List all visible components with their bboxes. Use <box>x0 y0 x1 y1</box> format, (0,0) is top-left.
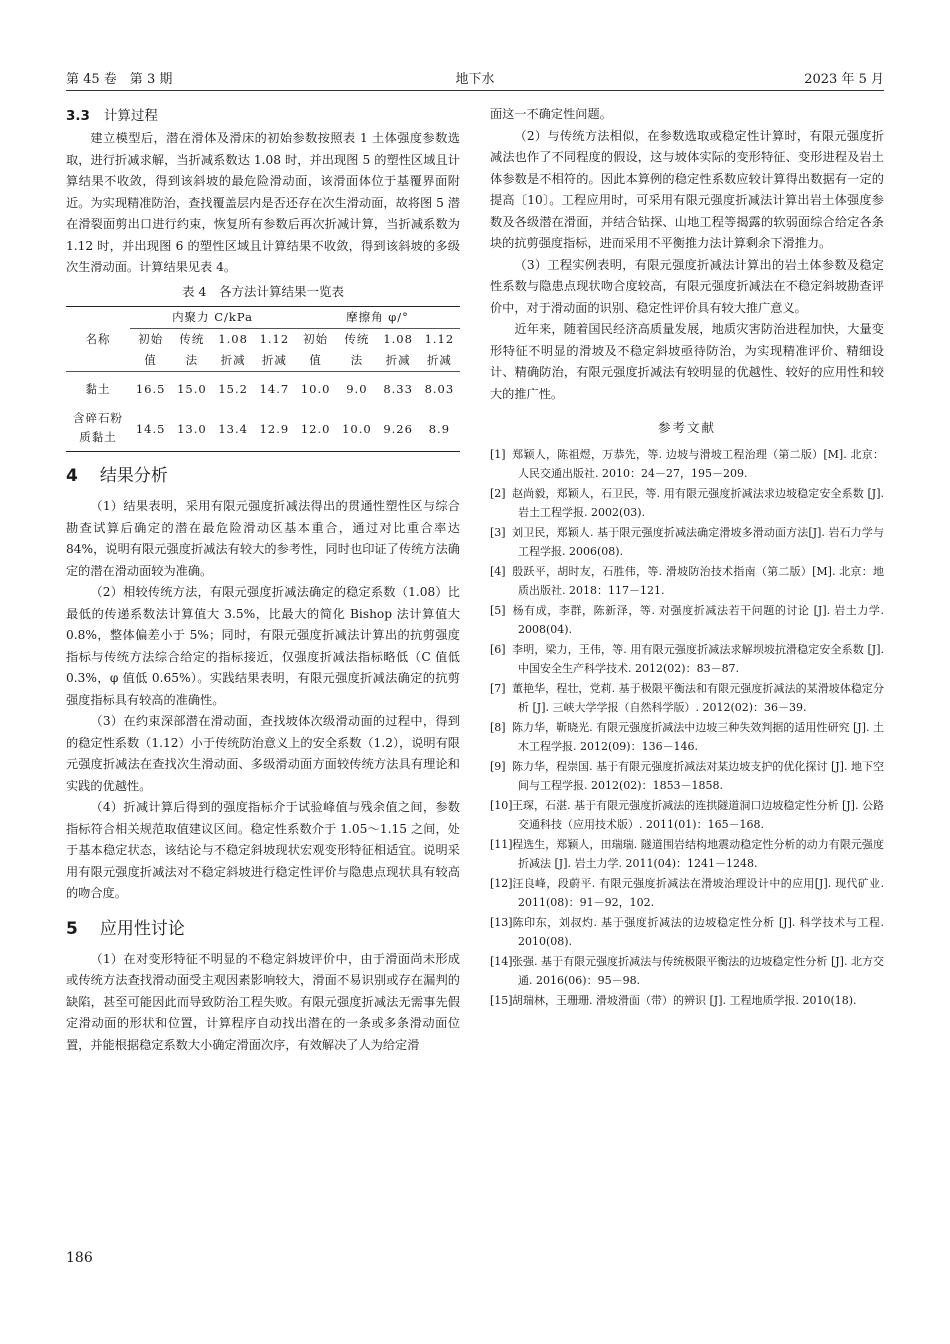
table-cell: 8.33 <box>378 372 419 408</box>
table-cell: 12.0 <box>295 407 336 452</box>
header-date: 2023 年 5 月 <box>804 72 884 87</box>
table-cell: 9.0 <box>336 372 377 408</box>
section-4-heading: 4 结果分析 <box>66 466 168 486</box>
page-number: 186 <box>66 1250 93 1266</box>
left-column <box>66 104 460 1056</box>
reference-item: [4] 殷跃平，胡时友，石胜伟，等. 滑坡防治技术指南（第二版）[M]. 北京：地质出版社. 2018：117－121. <box>490 564 884 597</box>
header-rule <box>66 90 884 91</box>
table-subheader: 折减 <box>261 353 287 367</box>
table-row-name: 含碎石粉 质黏土 <box>66 407 130 452</box>
header-volume: 第 45 卷 第 3 期 <box>66 72 173 87</box>
paragraph: （2）相较传统方法，有限元强度折减法确定的稳定系数（1.08）比最低的传递系数法计算值大 3.5%，比最大的简化 Bishop 法计算值大 0.8%，整体偏差小于 5%；同时，有限元强度折减法计算出的抗剪强度指标与传统方法综合给定的指标接近，仅强度折减法指标略低（C 值低 0.3%，φ 值低 0.65%）。实践结果表明，有限元强度折减法确定的抗剪强度指标具有较高的准确性。 <box>66 585 460 707</box>
table-cell: 9.26 <box>378 407 419 452</box>
reference-item: [8] 陈力华，靳晓光. 有限元强度折减法中边坡三种失效判据的适用性研究 [J]. 土木工程学报. 2012(09)：136－146. <box>490 720 884 753</box>
table-group-cohesion: 内聚力 C/kPa <box>130 307 295 329</box>
table-subheader: 折减 <box>220 353 246 367</box>
paragraph: （4）折减计算后得到的强度指标介于试验峰值与残余值之间，参数指标符合相关规范取值建议区间。稳定性系数介于 1.05～1.15 之间，处于基本稳定状态，该结论与不稳定斜坡现状宏观变形特征相适宜。说明采用有限元强度折减法对不稳定斜坡进行稳定性评价与隐患点现状具有较高的吻合度。 <box>66 800 460 900</box>
table-subheader: 1.08 <box>383 332 413 346</box>
table-cell: 15.2 <box>213 372 254 408</box>
paragraph: （3）在约束深部潜在滑动面，查找坡体次级滑动面的过程中，得到的稳定性系数（1.12）小于传统防治意义上的安全系数（1.2），说明有限元强度折减法在查找次生滑动面、多级滑动面方面较传统方法具有理论和实践的优越性。 <box>66 714 460 793</box>
table-caption: 表 4 各方法计算结果一览表 <box>182 283 344 299</box>
table-cell: 10.0 <box>295 372 336 408</box>
table-subheader: 初始 <box>138 332 164 346</box>
reference-item: [5] 杨有成，李群，陈新泽，等. 对强度折减法若干问题的讨论 [J]. 岩土力学. 2008(04). <box>490 603 884 636</box>
table-subheader: 值 <box>144 353 157 367</box>
reference-item: [10]王琛，石湛. 基于有限元强度折减法的连拱隧道洞口边坡稳定性分析 [J]. 公路交通科技（应用技术版）. 2011(01)：165－168. <box>490 798 884 831</box>
table-subheader: 传统 <box>179 332 205 346</box>
references-list <box>490 445 884 1010</box>
reference-item: [9] 陈力华，程崇国. 基于有限元强度折减法对某边坡支护的优化探讨 [J]. 地下空间与工程学报. 2012(02)：1853－1858. <box>490 759 884 792</box>
paragraph: 建立模型后，潜在滑体及滑床的初始参数按照表 1 土体强度参数选取，进行折减求解，当折减系数达 1.08 时，并出现图 5 的塑性区域且计算结果不收敛，得到该斜坡的最危险滑动面，该滑面体位于基覆界面附近。为实现精准防治，查找覆盖层内是否还存在次生滑动面，故将图 5 潜在滑裂面剪出口进行约束，恢复所有参数后再次折减计算，当折减系数为 1.12 时，并出现图 6 的塑性区域且计算结果不收敛，得到该斜坡的多级次生滑动面。计算结果见表 4。 <box>66 131 460 274</box>
table-row <box>66 372 460 408</box>
header-journal: 地下水 <box>455 72 495 87</box>
paragraph: 近年来，随着国民经济高质量发展，地质灾害防治进程加快，大量变形特征不明显的滑坡及不稳定斜坡亟待防治，为实现精准评价、精细设计、精确防治，有限元强度折减法有较明显的优越性、较好的应用性和较大的推广性。 <box>490 322 884 401</box>
table-subheader: 传统 <box>344 332 370 346</box>
reference-item: [15]胡瑞林，王珊珊. 滑坡滑面（带）的辨识 [J]. 工程地质学报. 2010(18). <box>490 993 857 1007</box>
paragraph: （2）与传统方法相似，在参数选取或稳定性计算时，有限元强度折减法也作了不同程度的假设，这与坡体实际的变形特征、变形进程及岩土体参数是不相符的。因此本算例的稳定性系数应较计算得出数据有一定的提高〔10〕。工程应用时，可采用有限元强度折减法计算出岩土体强度参数及各级潜在滑面，并结合钻探、山地工程等揭露的软弱面综合给定各条块的抗剪强度指标，进而采用不平衡推力法计算剩余下滑推力。 <box>490 128 884 250</box>
table-cell: 10.0 <box>336 407 377 452</box>
section-3-3-heading: 3.3 计算过程 <box>66 108 158 124</box>
reference-item: [11]程选生，郑颖人，田瑞瑞. 隧道围岩结构地震动稳定性分析的动力有限元强度折减法 [J]. 岩土力学. 2011(04)：1241－1248. <box>490 837 884 870</box>
table-row-name: 黏土 <box>66 372 130 408</box>
table-cell: 13.4 <box>213 407 254 452</box>
running-header <box>66 68 884 90</box>
table-subheader: 法 <box>185 353 199 367</box>
table-cell: 13.0 <box>171 407 212 452</box>
table-subheader: 法 <box>350 353 364 367</box>
references-heading: 参考文献 <box>657 420 716 435</box>
reference-item: [13]陈印东，刘叔灼. 基于强度折减法的边坡稳定性分析 [J]. 科学技术与工程. 2010(08). <box>490 915 884 948</box>
paragraph: （1）结果表明，采用有限元强度折减法得出的贯通性塑性区与综合勘查试算后确定的潜在最危险滑动区基本重合，通过对比重合率达 84%，说明有限元强度折减法有较大的参考性，同时也印证了传统方法确定的潜在滑动面较为准确。 <box>66 499 460 578</box>
table-cell: 14.7 <box>254 372 295 408</box>
table-cell: 8.03 <box>419 372 460 408</box>
reference-item: [12]汪良峰，段蔚平. 有限元强度折减法在滑坡治理设计中的应用[J]. 现代矿业. 2011(08)：91－92，102. <box>490 876 884 909</box>
reference-item: [3] 刘卫民，郑颖人. 基于限元强度折减法确定滑坡多滑动面方法[J]. 岩石力学与工程学报. 2006(08). <box>490 525 884 558</box>
right-column <box>490 104 884 1011</box>
table-cell: 16.5 <box>130 372 171 408</box>
table-subheader: 折减 <box>385 353 411 367</box>
table-subheader: 初始 <box>303 332 329 346</box>
table-cell: 14.5 <box>130 407 171 452</box>
paragraph: （3）工程实例表明，有限元强度折减法计算出的岩土体参数及稳定性系数与隐患点现状吻合度较高，有限元强度折减法在不稳定斜坡勘查评价中，对于滑动面的识别、稳定性评价具有较大推广意义。 <box>490 257 884 315</box>
table-cell: 15.0 <box>171 372 212 408</box>
reference-item: [14]张强. 基于有限元强度折减法与传统极限平衡法的边坡稳定性分析 [J]. 北方交通. 2016(06)：95－98. <box>490 954 884 987</box>
table-name-header: 名称 <box>66 307 130 372</box>
paragraph: （1）在对变形特征不明显的不稳定斜坡评价中，由于滑面尚未形成或传统方法查找滑动面受主观因素影响较大，滑面不易识别或存在漏判的缺陷，甚至可能因此而导致防治工程失败。有限元强度折减法无需事先假定滑动面的形状和位置，计算程序自动找出潜在的一条或多条滑动面位置，并能根据稳定系数大小确定滑面次序，有效解决了人为给定滑 <box>66 951 460 1052</box>
section-5-heading: 5 应用性讨论 <box>66 918 185 939</box>
table-cell: 8.9 <box>419 407 460 452</box>
table-group-friction: 摩擦角 φ/° <box>295 307 460 329</box>
table-subheader: 1.08 <box>218 332 248 346</box>
table-subheader: 1.12 <box>259 332 290 346</box>
table-subheader: 折减 <box>426 353 452 367</box>
table-cell: 12.9 <box>254 407 295 452</box>
table-row <box>66 407 460 452</box>
table-subheader: 1.12 <box>424 332 455 346</box>
paragraph: 面这一不确定性问题。 <box>490 107 612 121</box>
reference-item: [6] 李明，梁力，王伟，等. 用有限元强度折减法求解坝坡抗滑稳定安全系数 [J]. 中国安全生产科学技术. 2012(02)：83－87. <box>490 642 884 675</box>
results-table <box>66 306 460 452</box>
table-subheader: 值 <box>309 353 322 367</box>
reference-item: [7] 董艳华，程壮，党莉. 基于极限平衡法和有限元强度折减法的某滑坡体稳定分析 [J]. 三峡大学学报（自然科学版）. 2012(02)：36－39. <box>490 681 884 714</box>
reference-item: [2] 赵尚毅，郑颖人，石卫民，等. 用有限元强度折减法求边坡稳定安全系数 [J]. 岩土工程学报. 2002(03). <box>490 486 884 519</box>
reference-item: [1] 郑颖人，陈祖煜，万恭先，等. 边坡与滑坡工程治理（第二版）[M]. 北京：人民交通出版社. 2010：24－27，195－209. <box>490 447 884 480</box>
